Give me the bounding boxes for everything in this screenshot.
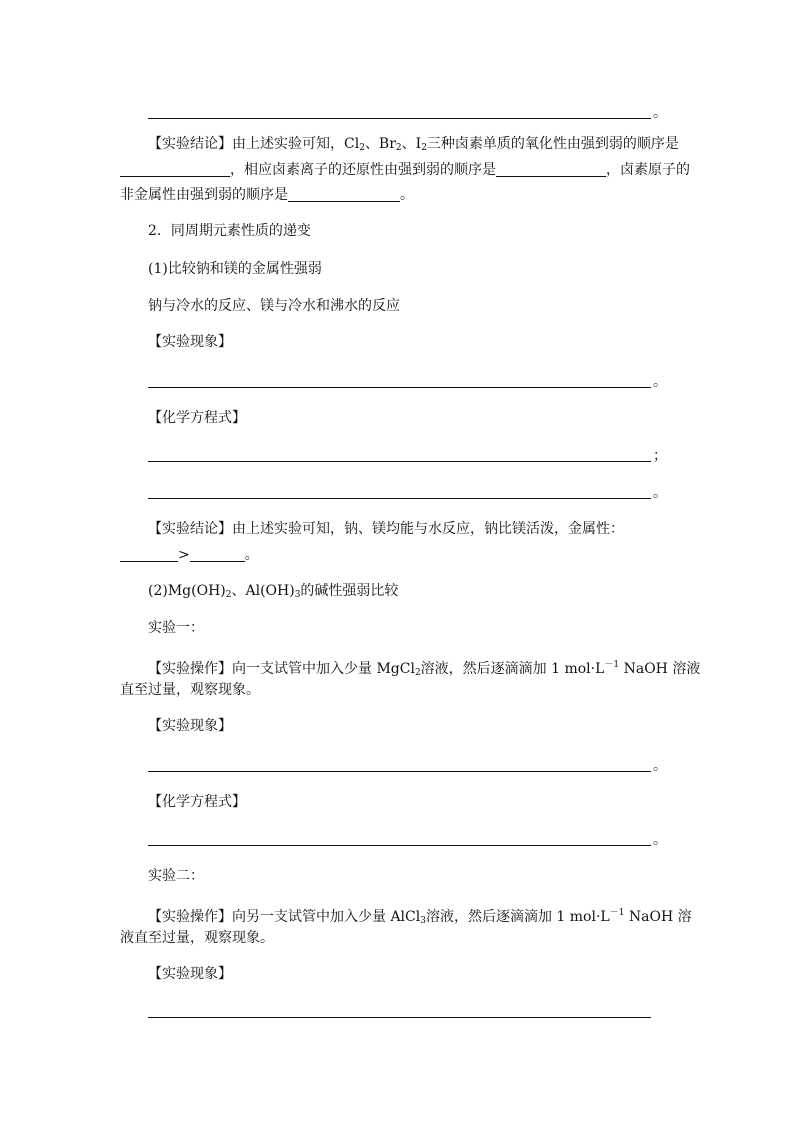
exp2-title: 实验二： <box>148 868 204 884</box>
answer-line-part1-equation1[interactable] <box>148 461 651 462</box>
answer-line-part1-phenomenon[interactable] <box>148 387 651 388</box>
conclusion1-line2: ，相应卤素离子的还原性由强到弱的顺序是 ，卤素原子的 <box>120 160 690 180</box>
period-exp1-equation: 。 <box>653 832 667 848</box>
exp2-phenomenon-label: 【实验现象】 <box>148 966 232 982</box>
blank-metal-stronger[interactable] <box>120 547 178 562</box>
exp1-operation-label: 【实验操作】 <box>148 661 232 677</box>
answer-line-top[interactable] <box>148 118 651 119</box>
period-part1-phenomenon: 。 <box>653 374 667 390</box>
answer-line-exp1-phenomenon[interactable] <box>148 771 651 772</box>
conclusion1-line3: 非金属性由强到弱的顺序是 。 <box>120 187 414 203</box>
blank-reducing-order[interactable] <box>496 162 606 177</box>
conclusion1-line1: 【实验结论】由上述实验可知，$Cl_2$、$Br_2$、$I_2$三种卤素单质的氧化性由强到弱的顺序是 <box>148 136 679 153</box>
part1-title: (1)比较钠和镁的金属性强弱 <box>148 261 322 277</box>
exp1-title: 实验一： <box>148 620 204 636</box>
exp1-operation-line1: 【实验操作】向一支试管中加入少量 MgCl$_2$溶液，然后逐滴滴加 1 $mol\cdot L^{-1}$ NaOH 溶液 <box>148 660 701 678</box>
exp2-operation-line2: 液直至过量，观察现象。 <box>120 930 274 946</box>
part1-conclusion-line1: 【实验结论】由上述实验可知，钠、镁均能与水反应，钠比镁活泼，金属性： <box>148 521 624 537</box>
exp2-operation-line1: 【实验操作】向另一支试管中加入少量 AlCl$_3$溶液，然后逐滴滴加 1 $mol\cdot L^{-1}$ NaOH 溶 <box>148 908 692 926</box>
exp1-phenomenon-label: 【实验现象】 <box>148 718 232 734</box>
part1-desc: 钠与冷水的反应、镁与冷水和沸水的反应 <box>148 298 400 314</box>
conclusion1-label: 【实验结论】 <box>148 136 232 152</box>
period-exp1-phenomenon: 。 <box>653 758 667 774</box>
period-part1-equation2: 。 <box>653 485 667 501</box>
blank-oxidizing-order[interactable] <box>120 162 230 177</box>
section2-title: 2．同周期元素性质的递变 <box>148 223 311 239</box>
answer-line-part1-equation2[interactable] <box>148 498 651 499</box>
part1-conclusion-label: 【实验结论】 <box>148 521 232 537</box>
period-top: 。 <box>653 105 667 121</box>
exp1-operation-line2: 直至过量，观察现象。 <box>120 682 260 698</box>
semicolon-part1-equation1: ； <box>653 448 667 464</box>
part1-equation-label: 【化学方程式】 <box>148 410 246 426</box>
answer-line-exp2-phenomenon[interactable] <box>148 1017 651 1018</box>
answer-line-exp1-equation[interactable] <box>148 845 651 846</box>
part1-phenomenon-label: 【实验现象】 <box>148 334 232 350</box>
blank-metal-weaker[interactable] <box>190 547 245 562</box>
part2-title: $(2)Mg(OH)_2$、$Al(OH)_3$的碱性强弱比较 <box>148 583 399 600</box>
part1-conclusion-line2: > 。 <box>120 545 259 565</box>
exp1-equation-label: 【化学方程式】 <box>148 794 246 810</box>
exp2-operation-label: 【实验操作】 <box>148 909 232 925</box>
blank-nonmetal-order[interactable] <box>288 187 400 202</box>
